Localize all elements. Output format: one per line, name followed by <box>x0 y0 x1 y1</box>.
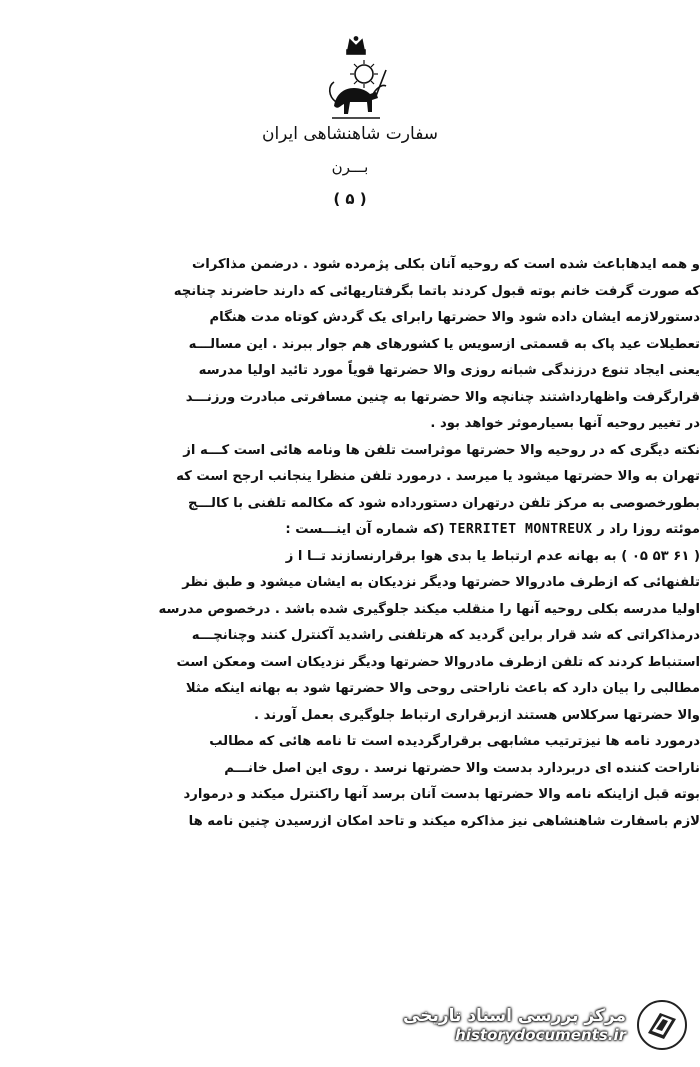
body-line: که صورت گرفت خانم بوته قبول کردند باتما بگرفتاریهائی که دارند حاضرند چنانچه <box>173 283 700 299</box>
embassy-name: سفارت شاهنشاهی ایران <box>261 124 439 144</box>
archive-website: historydocuments.ir <box>455 1026 626 1044</box>
city-name: بـــرن <box>331 158 369 176</box>
body-line: بطورخصوصی به مرکز تلفن درتهران دستورداده شود که مکالمه تلفنی با کالـــج <box>187 495 700 511</box>
body-line: یعنی ایجاد تنوع درزندگی شبانه روزی والا حضرتها قویاً مورد تائید اولیا مدرسه <box>198 363 700 378</box>
body-line: نکته دیگری که در روحیه والا حضرتها موثراست تلفن ها ونامه هائی است کـــه از <box>183 442 700 458</box>
body-line: تهران به والا حضرتها میشود یا میرسد . درمورد تلفن منظرا ینجانب ارجح است که <box>176 469 700 484</box>
body-line: لازم باسفارت شاهنشاهی نیز مذاکره میکند و تاحد امکان ازرسیدن چنین نامه ها <box>188 813 700 829</box>
lion-and-sun-crown-emblem <box>320 36 392 128</box>
letter-body <box>110 252 700 835</box>
body-line: اولیا مدرسه بکلی روحیه آنها را منقلب میکند جلوگیری شده باشد . درخصوص مدرسه <box>158 601 700 617</box>
body-line: استنباط کردند که تلفن ازطرف مادروالا حضرتها ودیگر نزدیکان است ومعکن است <box>176 654 700 670</box>
body-line: قرارگرفت واظهارداشتند چنانچه والا حضرتها به چنین مسافرتی مبادرت ورزنـــد <box>185 389 700 405</box>
body-line: در تغییر روحیه آنها بسیارموثر خواهد بود . <box>430 416 700 431</box>
body-line: بوته قبل ازاینکه نامه والا حضرتها بدست آنان برسد آنها راکنترل میکند و درموارد <box>183 787 700 802</box>
archive-watermark-text <box>403 1006 626 1044</box>
body-line: والا حضرتها سرکلاس هستند ازبرقراری ارتباط جلوگیری بعمل آورند . <box>254 707 700 723</box>
body-line: ناراحت کننده ای دربردارد بدست والا حضرتها نرسد . روی این اصل خانـــم <box>224 760 700 776</box>
archive-name: مرکز بررسی اسناد تاریخی <box>403 1006 626 1026</box>
archive-watermark <box>402 995 688 1055</box>
body-line: و همه ایدهاباعث شده است که روحیه آنان بکلی پژمرده شود . درضمن مذاکرات <box>192 257 700 272</box>
body-line: تعطیلات عید پاک به قسمتی ازسویس یا کشورهای هم جوار ببرند . این مسالـــه <box>188 336 700 352</box>
book-document-logo-icon <box>636 999 688 1051</box>
body-line: ( ۶۱ ۵۳ ۰۵ ) به بهانه عدم ارتباط یا بدی هوا برقرارنسازند تــا ا ز <box>285 548 700 564</box>
body-line: موئته روزا راد ر TERRITET MONTREUX (که شماره آن اینـــست : <box>285 522 700 537</box>
body-line: تلفنهائی که ازطرف مادروالا حضرتها ودیگر نزدیکان به ایشان میشود و طبق نظر <box>182 575 700 590</box>
page-number: ( ۵ ) <box>333 190 367 208</box>
body-line: مطالبی را بیان دارد که باعث ناراحتی روحی والا حضرتها شود به بهانه اینکه مثلا <box>185 681 700 696</box>
latin-place-name: TERRITET MONTREUX <box>449 522 593 537</box>
body-line: درمورد نامه ها نیزترتیب مشابهی برقرارگردیده است تا نامه هائی که مطالب <box>209 734 700 749</box>
body-line: درمذاکراتی که شد قرار براین گردید که هرتلفنی راشدید آکنترل کنند وچنانچـــه <box>191 628 700 643</box>
body-line: دستورلازمه ایشان داده شود والا حضرتها رابرای یک گردش کوتاه مدت هنگام <box>209 310 700 325</box>
